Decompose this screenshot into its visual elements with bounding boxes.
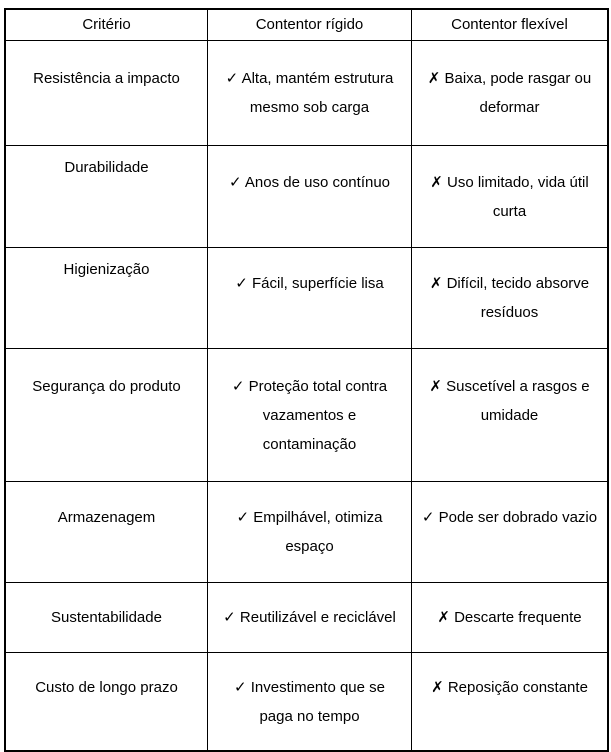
cell-line (235, 269, 383, 298)
rigid-cell (208, 41, 412, 146)
flexible-cell (412, 482, 609, 583)
cell-text: Reposição constante (443, 678, 588, 696)
rigid-cell (208, 146, 412, 248)
cell-text: Reutilizável e reciclável (235, 609, 396, 626)
comparison-table (4, 8, 609, 752)
header-cell-rigid (208, 9, 412, 41)
header-cell-flexible (412, 9, 609, 41)
cross-icon: ✗ (429, 275, 443, 292)
flexible-cell (412, 248, 609, 349)
rigid-cell (208, 248, 412, 349)
cell-text: Segurança do produto (32, 377, 181, 395)
cell-line (422, 503, 597, 532)
cell-line (428, 64, 592, 93)
cell-text: Empilhável, otimiza (249, 509, 383, 526)
cell-text: espaço (285, 538, 334, 555)
cell-text: paga no tempo (259, 707, 360, 725)
flexible-cell (412, 583, 609, 653)
table-row (5, 349, 608, 482)
cell-text: Durabilidade (64, 159, 149, 176)
cell-line (226, 64, 394, 93)
cross-icon: ✗ (437, 609, 450, 626)
cell-text: Descarte frequente (449, 609, 582, 626)
criterion-cell (5, 583, 208, 653)
cross-icon: ✗ (429, 377, 442, 395)
rigid-cell (208, 653, 412, 752)
cell-text: Proteção total contra (244, 377, 388, 395)
table-row (5, 583, 608, 653)
cell-text: Pode ser dobrado vazio (434, 509, 598, 526)
flexible-cell (412, 146, 609, 248)
cell-text: Armazenagem (57, 509, 156, 526)
cross-icon: ✗ (430, 173, 443, 191)
cell-text: Resistência a impacto (33, 70, 180, 87)
table-row (5, 146, 608, 248)
cell-text: Custo de longo prazo (35, 678, 178, 696)
cell-line (437, 603, 581, 632)
cell-text: Alta, mantém estrutura (238, 70, 394, 87)
rigid-cell (208, 482, 412, 583)
cell-text: Suscetível a rasgos e (442, 377, 590, 395)
cell-text: umidade (480, 406, 539, 424)
flexible-cell (412, 349, 609, 482)
cell-text: mesmo sob carga (249, 99, 370, 116)
cell-text: Investimento que se (246, 678, 385, 696)
cell-line (229, 168, 390, 197)
header-row (5, 9, 608, 41)
cell-text: Baixa, pode rasgar ou (440, 70, 592, 87)
cell-text: curta (492, 202, 527, 220)
criterion-cell (5, 653, 208, 752)
cell-line (430, 269, 589, 298)
table-row (5, 653, 608, 752)
cell-line (232, 372, 387, 401)
cell-text: Higienização (63, 260, 150, 278)
check-icon: ✓ (235, 275, 248, 292)
flexible-cell (412, 41, 609, 146)
criterion-cell (5, 41, 208, 146)
check-icon: ✓ (228, 173, 242, 191)
check-icon: ✓ (234, 678, 247, 696)
cell-line (429, 372, 589, 401)
header-cell-criterion (5, 9, 208, 41)
criterion-cell (5, 482, 208, 583)
cell-text: contaminação (262, 435, 357, 453)
criterion-cell (5, 146, 208, 248)
cell-text: Uso limitado, vida útil (442, 173, 589, 191)
table-row (5, 482, 608, 583)
table-body (5, 41, 608, 752)
table-row (5, 41, 608, 146)
rigid-cell (208, 583, 412, 653)
cell-text: Fácil, superfície lisa (247, 275, 384, 292)
cell-line (431, 673, 588, 702)
cell-text: Sustentabilidade (51, 609, 162, 626)
rigid-cell (208, 349, 412, 482)
check-icon: ✓ (223, 609, 236, 626)
criterion-cell (5, 349, 208, 482)
header-label: Contentor rígido (255, 16, 364, 33)
flexible-cell (412, 653, 609, 752)
header-label: Critério (82, 16, 131, 33)
cell-text: deformar (479, 99, 540, 116)
check-icon: ✓ (231, 377, 245, 395)
cell-line (237, 503, 383, 532)
cross-icon: ✗ (427, 70, 441, 87)
cell-text: vazamentos e (262, 406, 357, 424)
criterion-cell (5, 248, 208, 349)
cell-line (223, 603, 396, 632)
header-label: Contentor flexível (451, 16, 568, 33)
cell-line (430, 168, 588, 197)
table-row (5, 248, 608, 349)
cell-text: resíduos (480, 304, 539, 321)
check-icon: ✓ (225, 70, 239, 87)
cell-text: Difícil, tecido absorve (442, 275, 590, 292)
cell-line (234, 673, 385, 702)
cell-text: Anos de uso contínuo (241, 173, 391, 191)
cross-icon: ✗ (431, 678, 444, 696)
check-icon: ✓ (421, 509, 435, 526)
check-icon: ✓ (236, 509, 250, 526)
